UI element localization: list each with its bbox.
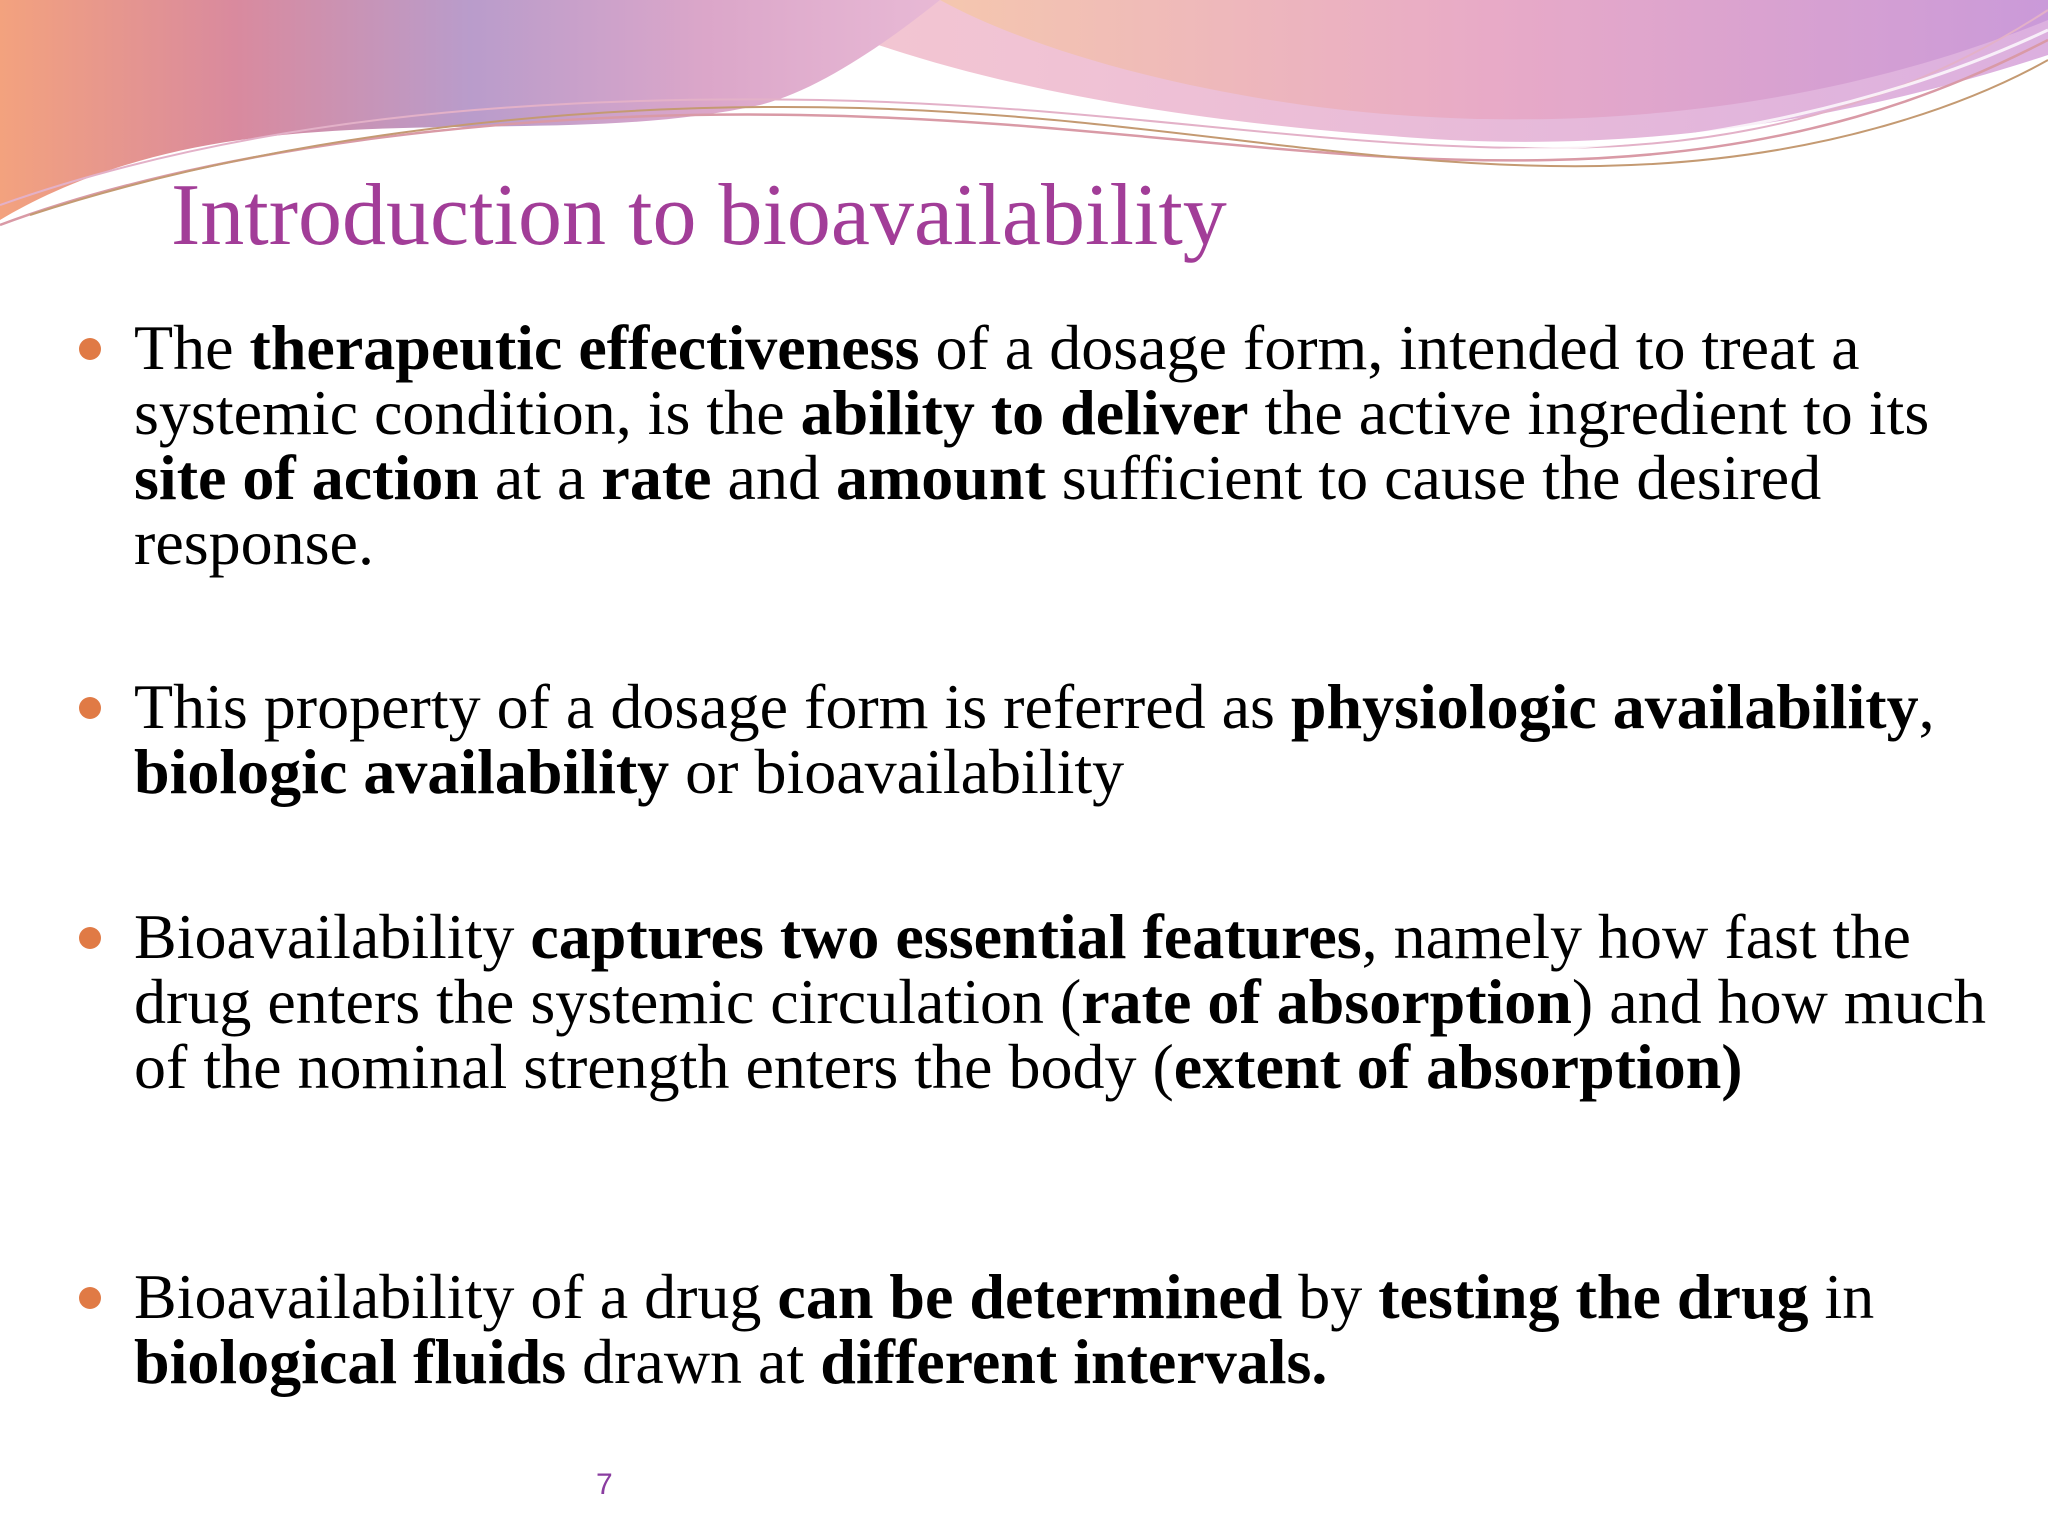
bullet-plain-text: of a dosage form, intended to treat a systemic condition, is the — [134, 312, 1860, 448]
bullet-plain-text: and — [711, 442, 836, 513]
bullet-plain-text: in — [1808, 1261, 1875, 1332]
bullet-bold-text: can be determined — [777, 1261, 1283, 1332]
bullet-dot-icon — [79, 697, 101, 719]
bullet-bold-text: ability to deliver — [800, 377, 1249, 448]
bullet-item — [134, 1261, 2004, 1397]
bullet-dot-icon — [79, 927, 101, 949]
bullet-bold-text: amount — [835, 442, 1046, 513]
bullet-item — [134, 312, 2004, 578]
bullet-bold-text: rate — [601, 442, 712, 513]
bullet-item — [134, 901, 2004, 1102]
bullet-bold-text: physiologic availability — [1290, 671, 1919, 742]
bullet-plain-text: ) and how much of the nominal strength enters the body ( — [134, 966, 1986, 1102]
bullet-bold-text: different intervals. — [820, 1326, 1328, 1397]
bullet-text — [134, 1261, 1874, 1397]
bullet-bold-text: biologic availability — [134, 736, 670, 807]
bullet-plain-text: drawn at — [566, 1326, 821, 1397]
bullet-bold-text: testing the drug — [1378, 1261, 1809, 1332]
bullet-bold-text: biological fluids — [134, 1326, 567, 1397]
bullet-plain-text: The — [134, 312, 250, 383]
bullet-text — [134, 671, 1935, 807]
bullet-plain-text: or bioavailability — [669, 736, 1125, 807]
bullet-bold-text: site of action — [134, 442, 479, 513]
bullet-plain-text: by — [1282, 1261, 1379, 1332]
bullet-plain-text: sufficient to cause the desired response. — [134, 442, 1822, 578]
slide-title: Introduction to bioavailability — [171, 167, 1227, 264]
bullet-item — [134, 671, 2004, 807]
bullet-dot-icon — [79, 1287, 101, 1309]
bullet-text — [134, 901, 1986, 1102]
bullet-plain-text: This property of a dosage form is referred as — [134, 671, 1291, 742]
bullet-plain-text: , — [1918, 671, 1935, 742]
bullet-bold-text: captures two essential features — [530, 901, 1362, 972]
bullet-plain-text: Bioavailability — [134, 901, 531, 972]
bullet-plain-text: the active ingredient to its — [1248, 377, 1930, 448]
bullet-dot-icon — [79, 338, 101, 360]
bullet-plain-text: Bioavailability of a drug — [134, 1261, 778, 1332]
page-number: 7 — [596, 1468, 613, 1501]
bullet-bold-text: rate of absorption — [1081, 966, 1572, 1037]
bullet-bold-text: extent of absorption) — [1173, 1031, 1743, 1102]
bullet-plain-text: at a — [478, 442, 602, 513]
bullet-plain-text: , namely how fast the drug enters the systemic circulation ( — [134, 901, 1911, 1037]
bullet-text — [134, 312, 1929, 578]
bullet-bold-text: therapeutic effectiveness — [249, 312, 920, 383]
